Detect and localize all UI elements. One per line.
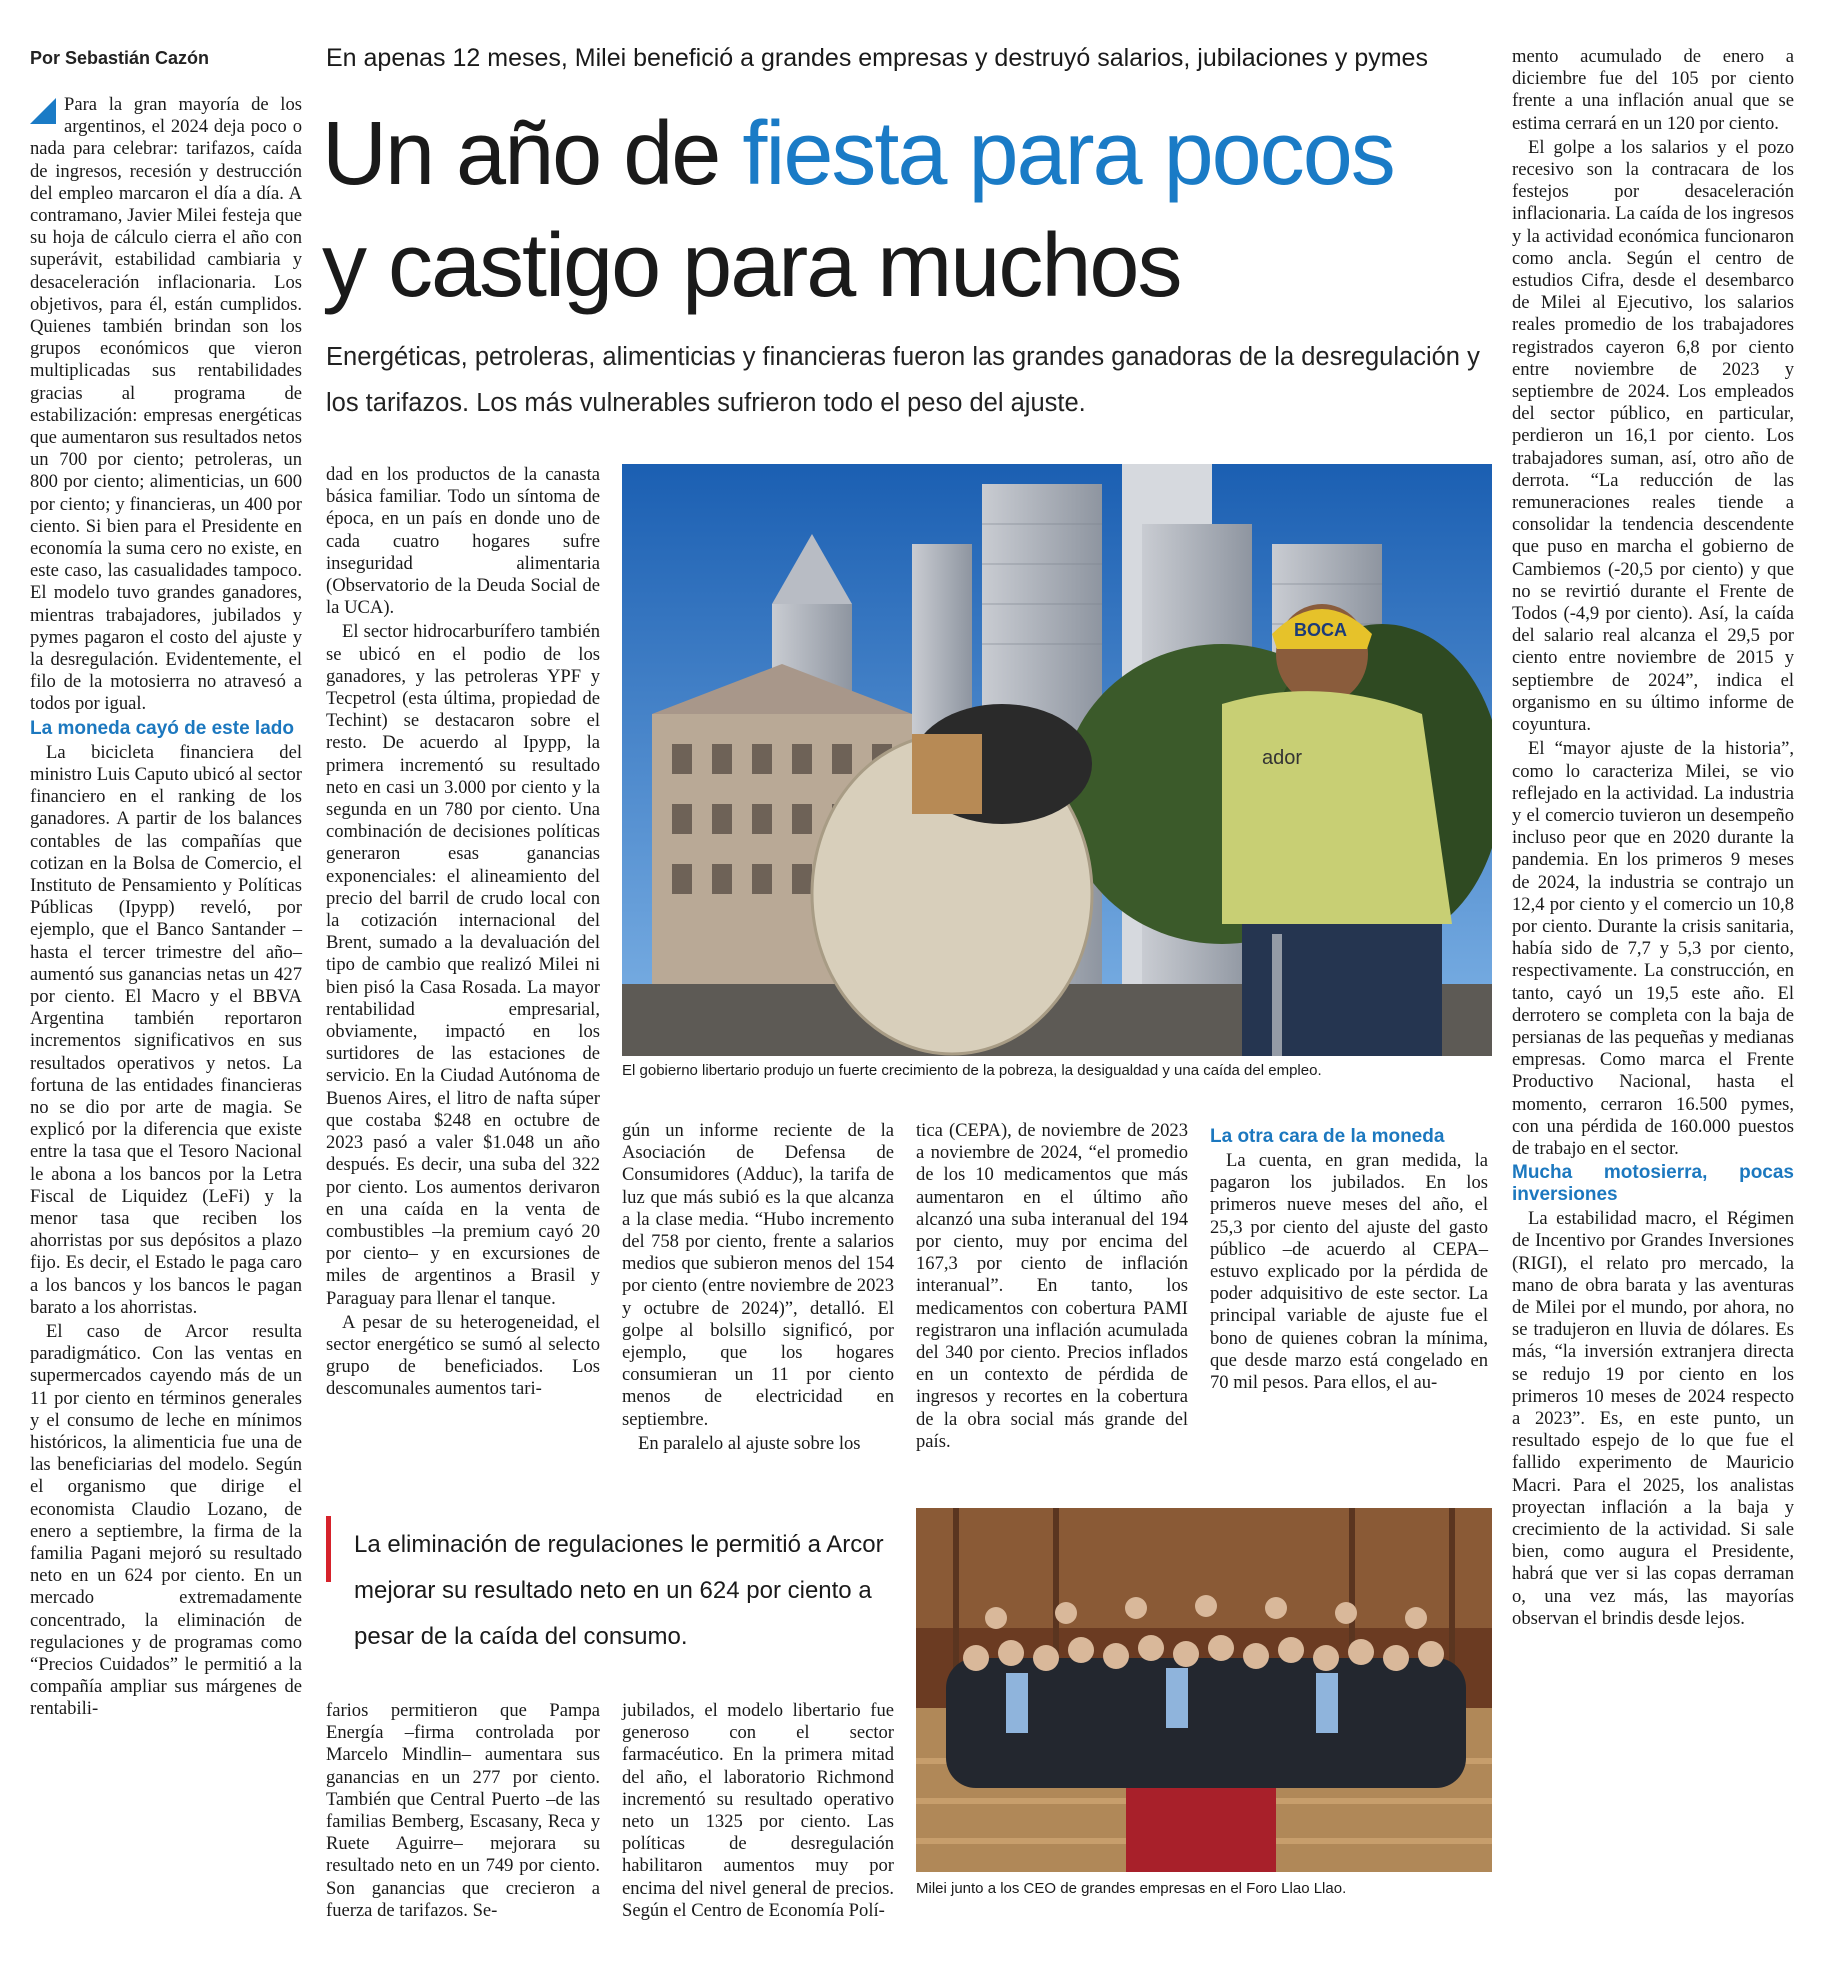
column-3-upper [622,1120,894,1457]
shirt-text: ador [1262,747,1303,769]
byline: Por Sebastián Cazón [30,48,210,68]
corner-triangle-icon [30,98,56,124]
headline-accent: fiesta para pocos [742,104,1394,204]
kicker: En apenas 12 meses, Milei benefició a grandes empresas y destruyó salarios, jubilaciones y pymes [326,44,1428,72]
column-6 [1512,46,1794,1632]
col2-paragraph-2: El sector hidrocarburífero también se ubicó en el podio de los ganadores, y las petroleras YPF y Tecpetrol (esta última, propiedad de Techint) se destacaron sobre el resto. De acuerdo al Ipypp, la primera incrementó su resultado neto en casi un 3.000 por ciento y la segunda en un 780 por ciento. Una combinación de decisiones políticas generaron esas ganancias exponenciales: el alineamiento del precio del barril de crudo local con la cotización internacional del Brent, sumado a la devaluación del tipo de cambio que realizó Milei ni bien pisó la Casa Rosada. La mayor rentabilidad empresarial, obviamente, impactó en los surtidores de las estaciones de servicio. En la Ciudad Autónoma de Buenos Aires, el litro de nafta súper que costaba $248 en octubre de 2023 pasó a valer $1.048 un año después. Es decir, una suba del 322 por ciento. Los aumentos derivaron en una caída en la venta de combustibles –la premium cayó 20 por ciento– y en excursiones de miles de argentinos a Brasil y Paraguay para llenar el tanque. [326,621,600,1309]
col4a-paragraph-1: tica (CEPA), de noviembre de 2023 a noviembre de 2024, “el promedio de los 10 medicamentos que más aumentaron en el último año alcanzó una suba interanual del 194 por ciento, muy por encima del 167,3 por ciento de inflación interanual”. En tanto, los medicamentos con cobertura PAMI registraron una inflación acumulada del 340 por ciento. Precios inflados en un contexto de pérdida de ingresos y recortes en la cobertura de la obra social más grande del país. [916,1120,1188,1452]
col6-paragraph-3: El “mayor ajuste de la historia”, como lo caracteriza Milei, se vio reflejado en la actividad. La industria y el comercio tuvieron un desempeño incluso peor que en 2020 durante la pandemia. En los primeros 9 meses de 2024, la industria se contrajo un 12,4 por ciento y el comercio un 10,8 por ciento. Durante la crisis sanitaria, había sido de 7,7 y 5,3 por ciento, respectivamente. La construcción, en tanto, cayó un 19,5 este año. El derrotero se completa con la baja de persianas de las pequeñas y medianas empresas. Como marca el Frente Productivo Nacional, hasta el momento, cerraron 16.500 pymes, con una pérdida de 160.000 puestos de trabajo en el sector. [1512,738,1794,1159]
column-4-upper [916,1120,1188,1455]
col6-paragraph-4: La estabilidad macro, el Régimen de Incentivo por Grandes Inversiones (RIGI), el relato pro mercado, la mano de obra barata y las aventuras de Milei por el mundo, por ahora, no se tradujeron en lluvia de dólares. Es más, “la inversión extranjera directa se redujo 19 por ciento en los primeros 10 meses de 2024 respecto a 2023”. Es, en este punto, un resultado espejo de lo que fue el fallido experimento de Mauricio Macri. Para el 2025, los analistas proyectan inflación a la baja y crecimiento de la actividad. Si sale bien, como augura el Presidente, habrá que ver si las copas derraman o, una vez más, las mayorías observan el brindis desde lejos. [1512,1208,1794,1629]
photo-recycler-skyscrapers [622,464,1492,1056]
column-2-lower [326,1700,600,1924]
headline-plain: Un año de [322,104,743,204]
col1-paragraph-2: La bicicleta financiera del ministro Luis Caputo ubicó al sector financiero en el ranking de los ganadores. A partir de los balances contables de las compañías que cotizan en la Bolsa de Comercio, el Instituto de Pensamiento y Políticas Públicas (Ipypp) reveló, por ejemplo, que el Banco Santander –hasta el tercer trimestre del año– aumentó sus ganancias netas un 427 por ciento. El Macro y el BBVA Argentina también reportaron incrementos significativos en sus resultados operativos y netos. La fortuna de las entidades financieras no se dio por arte de magia. Se explicó por la diferencia que existe entre la tasa que el Tesoro Nacional le abona a los bancos por la Letra Fiscal de Liquidez (LeFi) y la menor tasa que reciben los ahorristas por sus depósitos a plazo fijo. Es decir, el Estado le paga caro a los bancos y los bancos le pagan barato a los ahorristas. [30,741,302,1318]
dek: Energéticas, petroleras, alimenticias y financieras fueron las grandes ganadoras de la desregulación y los tarifazos. Los más vulnerables sufrieron todo el peso del ajuste. [326,343,1480,417]
col2-paragraph-1: dad en los productos de la canasta básica familiar. Todo un síntoma de época, en un país en donde uno de cada cuatro hogares sufre inseguridad alimentaria (Observatorio de la Deuda Social de la UCA). [326,464,600,619]
subhead-otra-cara: La otra cara de la moneda [1210,1126,1445,1147]
subhead-motosierra: Mucha motosierra, pocas inversiones [1512,1162,1794,1206]
pull-quote-bar [326,1516,331,1582]
col2b-paragraph-1: farios permitieron que Pampa Energía –firma controlada por Marcelo Mindlin– aumentara sus ganancias en un 277 por ciento. También que Central Puerto –de las familias Bemberg, Escasany, Reca y Ruete Aguirre– mejorara su resultado neto en un 749 por ciento. Son ganancias que crecieron a fuerza de tarifazos. Se- [326,1700,600,1921]
col2-paragraph-3: A pesar de su heterogeneidad, el sector energético se sumó al selecto grupo de beneficiados. Los descomunales aumentos tari- [326,1311,600,1400]
col5a-paragraph-1: La cuenta, en gran medida, la pagaron los jubilados. En los primeros nueve meses del año, el 25,3 por ciento del ajuste del gasto público –de acuerdo al CEPA– estuvo explicado por la pérdida de poder adquisitivo de este sector. La principal variable de ajuste fue el bono de quienes cobran la mínima, que desde marzo está congelado en 70 mil pesos. Para ellos, el au- [1210,1150,1488,1394]
cap-text: BOCA [1294,620,1347,640]
pull-quote-text: La eliminación de regulaciones le permitió a Arcor mejorar su resultado neto en un 624 por ciento a pesar de la caída del consumo. [354,1531,884,1650]
column-2 [326,464,600,1403]
col3a-paragraph-2: En paralelo al ajuste sobre los [638,1432,861,1454]
photo-recycler-skyscrapers-image [622,464,1492,1056]
col3a-paragraph-1: gún un informe reciente de la Asociación de Defensa de Consumidores (Adduc), la tarifa de luz que más subió es la que alcanza a la clase media. “Hubo incremento del 758 por ciento, frente a salarios medios que subieron menos del 154 por ciento (entre noviembre de 2023 y octubre de 2024)”, detalló. El golpe al bolsillo significó, por ejemplo, que los hogares consumieran un 11 por ciento menos de electricidad en septiembre. [622,1120,894,1430]
column-5-upper [1210,1104,1488,1396]
col6-paragraph-2: El golpe a los salarios y el pozo recesivo son la contracara de los festejos por desaceleración inflacionaria. La caída de los ingresos y la actividad económica funcionaron como ancla. Según el centro de estudios Cifra, desde el desembarco de Milei al Ejecutivo, los salarios reales promedio de los trabajadores registrados cayeron 6,8 por ciento entre noviembre de 2023 y septiembre de 2024. Los empleados del sector público, en particular, perdieron un 16,1 por ciento. Los trabajadores suman, así, otro año de derrota. “La reducción de las remuneraciones reales tiende a consolidar la tendencia descendente que puso en marcha el gobierno de Cambiemos (-20,5 por ciento) y que no se revirtió durante el Frente de Todos (-4,9 por ciento). Así, la caída del salario real alcanza el 29,5 por ciento entre noviembre de 2015 y septiembre de 2024”, indica el organismo en su último informe de coyuntura. [1512,136,1794,736]
photo-foro-llao-llao [916,1508,1492,1872]
headline [322,98,1522,322]
col1-paragraph-1: Para la gran mayoría de los argentinos, el 2024 deja poco o nada para celebrar: tarifazos, caída de ingresos, recesión y destrucción del empleo marcaron el día a día. A contramano, Javier Milei festeja que su hoja de cálculo cierra el año con superávit, estabilidad cambiaria y desaceleración inflacionaria. Los objetivos, para él, están cumplidos. Quienes también brindan son los grupos económicos que vieron multiplicadas sus rentabilidades gracias al programa de estabilización: empresas energéticas que aumentaron sus resultados netos un 700 por ciento; petroleras, un 800 por ciento; alimenticias, un 600 por ciento; y financieras, un 400 por ciento. Si bien para el Presidente en economía la suma cero no existe, en este caso, las casualidades tampoco. El modelo tuvo grandes ganadores, mientras trabajadores, jubilados y pymes pagaron el costo del ajuste y la desregulación. Evidentemente, el filo de la motosierra no atravesó a todos por igual. [30,94,302,715]
column-1 [30,94,302,1723]
headline-line-1 [322,98,1522,210]
column-3-lower [622,1700,894,1924]
col6-paragraph-1: mento acumulado de enero a diciembre fue del 105 por ciento frente a una inflación anual que se estima cerrará en un 120 por ciento. [1512,46,1794,134]
pull-quote [326,1516,886,1666]
headline-line-2: y castigo para muchos [322,216,1181,316]
col3b-paragraph-1: jubilados, el modelo libertario fue generoso con el sector farmacéutico. En la primera mitad del año, el laboratorio Richmond incrementó su resultado operativo neto un 1325 por ciento. Las políticas de desregulación habilitaron aumentos muy por encima del nivel general de precios. Según el Centro de Economía Polí- [622,1700,894,1921]
photo-foro-llao-llao-image [916,1508,1492,1872]
photo-foro-caption: Milei junto a los CEO de grandes empresas en el Foro Llao Llao. [916,1880,1347,1897]
subhead-moneda-cayo: La moneda cayó de este lado [30,717,294,739]
photo-recycler-caption: El gobierno libertario produjo un fuerte crecimiento de la pobreza, la desigualdad y una caída del empleo. [622,1062,1322,1079]
col1-paragraph-3: El caso de Arcor resulta paradigmático. Con las ventas en supermercados cayendo más de un 11 por ciento en términos generales y el consumo de leche en mínimos históricos, la alimenticia fue una de las beneficiarias del modelo. Según el organismo que dirige el economista Claudio Lozano, de enero a septiembre, la firma de la familia Pagani mejoró su resultado neto en un 624 por ciento. En un mercado extremadamente concentrado, la eliminación de regulaciones y de programas como “Precios Cuidados” le permitió a la compañía ampliar sus márgenes de rentabili- [30,1320,302,1720]
